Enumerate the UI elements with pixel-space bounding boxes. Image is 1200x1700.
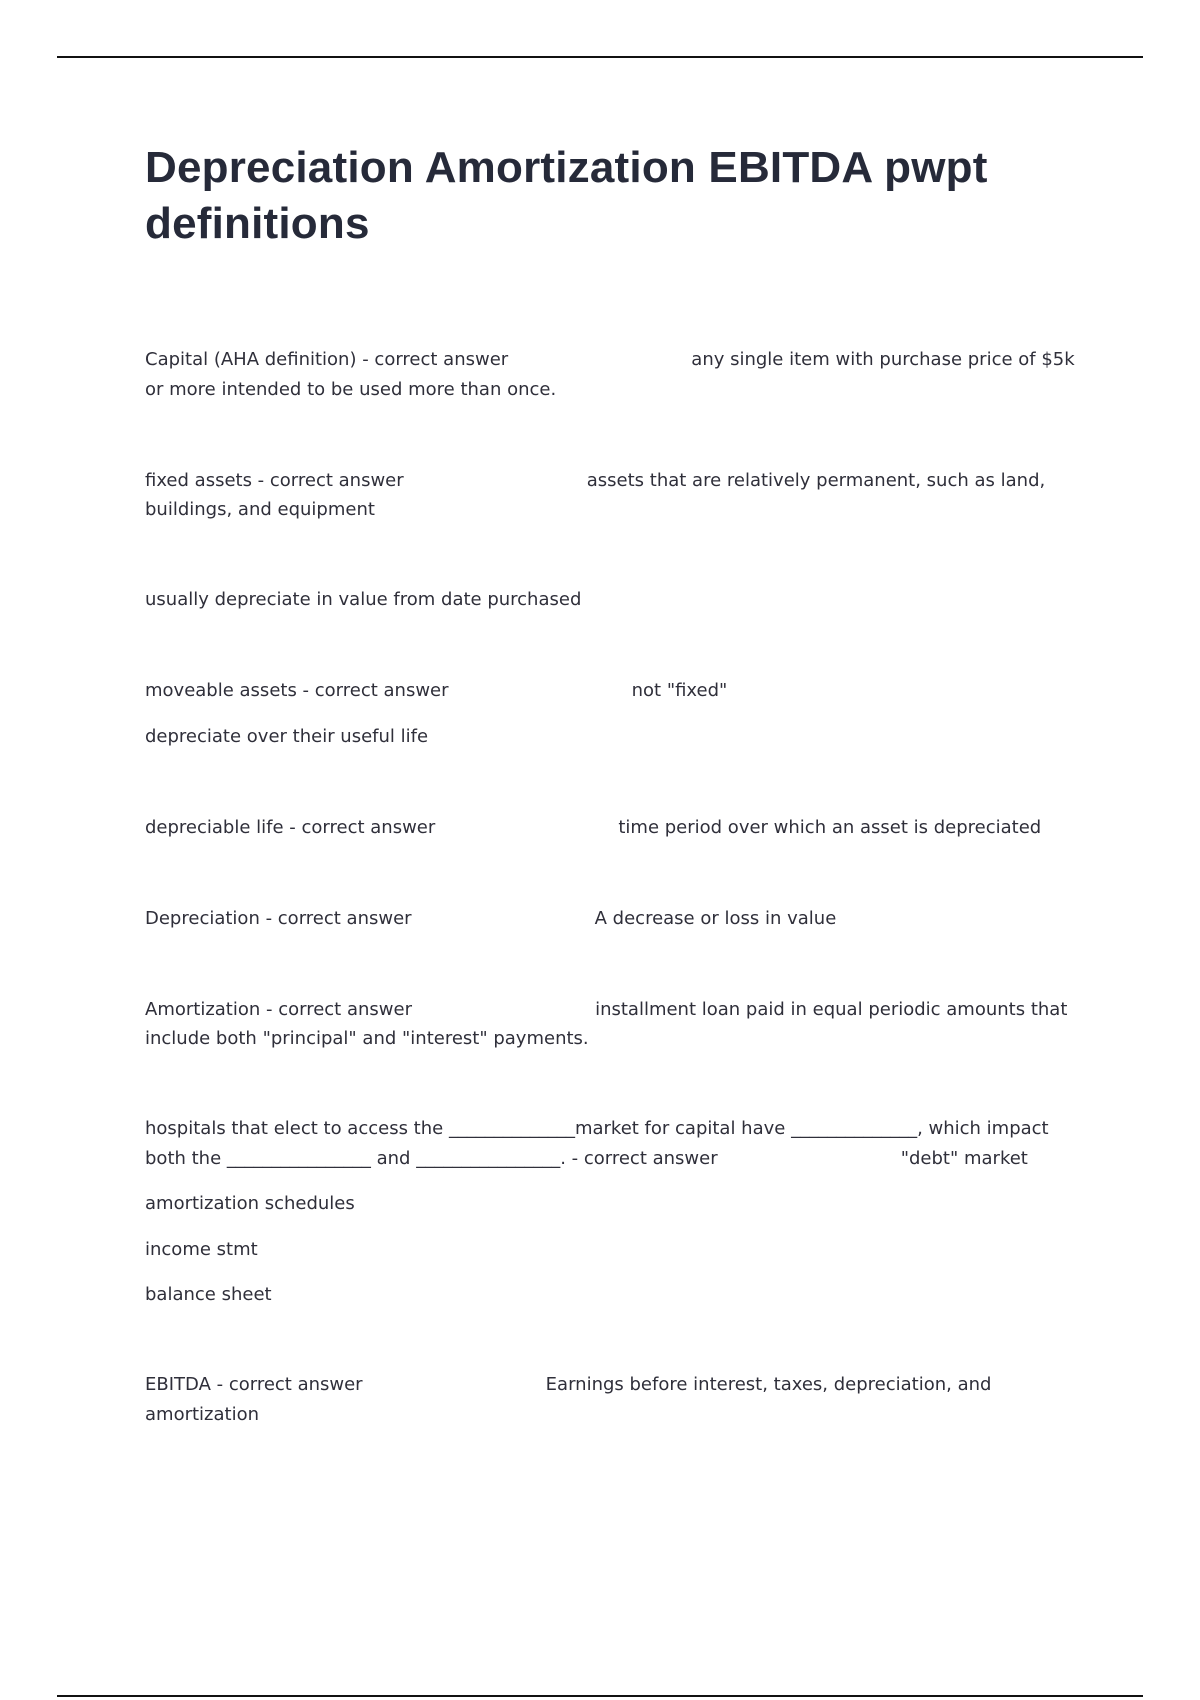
document-title: Depreciation Amortization EBITDA pwpt definitions bbox=[145, 143, 988, 248]
text-line: EBITDA - correct answer Earnings before interest, taxes, depreciation, and bbox=[145, 1374, 992, 1395]
text-line: usually depreciate in value from date purchased bbox=[145, 589, 582, 610]
text-line: hospitals that elect to access the ______________market for capital have ______________, which impact bbox=[145, 1118, 1049, 1139]
bottom-rule bbox=[57, 1695, 1143, 1697]
text-line: buildings, and equipment bbox=[145, 499, 375, 520]
text-line: or more intended to be used more than once. bbox=[145, 379, 557, 400]
text-line: depreciable life - correct answer time period over which an asset is depreciated bbox=[145, 817, 1042, 838]
text-line: amortization bbox=[145, 1404, 259, 1425]
text-line: moveable assets - correct answer not "fixed" bbox=[145, 680, 728, 701]
text-line: fixed assets - correct answer assets that are relatively permanent, such as land, bbox=[145, 470, 1046, 491]
text-line: both the ________________ and ________________. - correct answer "debt" market bbox=[145, 1148, 1028, 1169]
text-line: amortization schedules bbox=[145, 1193, 355, 1214]
top-rule bbox=[57, 56, 1143, 58]
text-line: depreciate over their useful life bbox=[145, 726, 429, 747]
text-line: Depreciation - correct answer A decrease or loss in value bbox=[145, 908, 837, 929]
text-line: Amortization - correct answer installment loan paid in equal periodic amounts that bbox=[145, 999, 1068, 1020]
text-line: Capital (AHA definition) - correct answer any single item with purchase price of $5k bbox=[145, 349, 1075, 370]
text-line: include both "principal" and "interest" payments. bbox=[145, 1028, 589, 1049]
text-line: income stmt bbox=[145, 1239, 258, 1260]
text-line: balance sheet bbox=[145, 1284, 272, 1305]
